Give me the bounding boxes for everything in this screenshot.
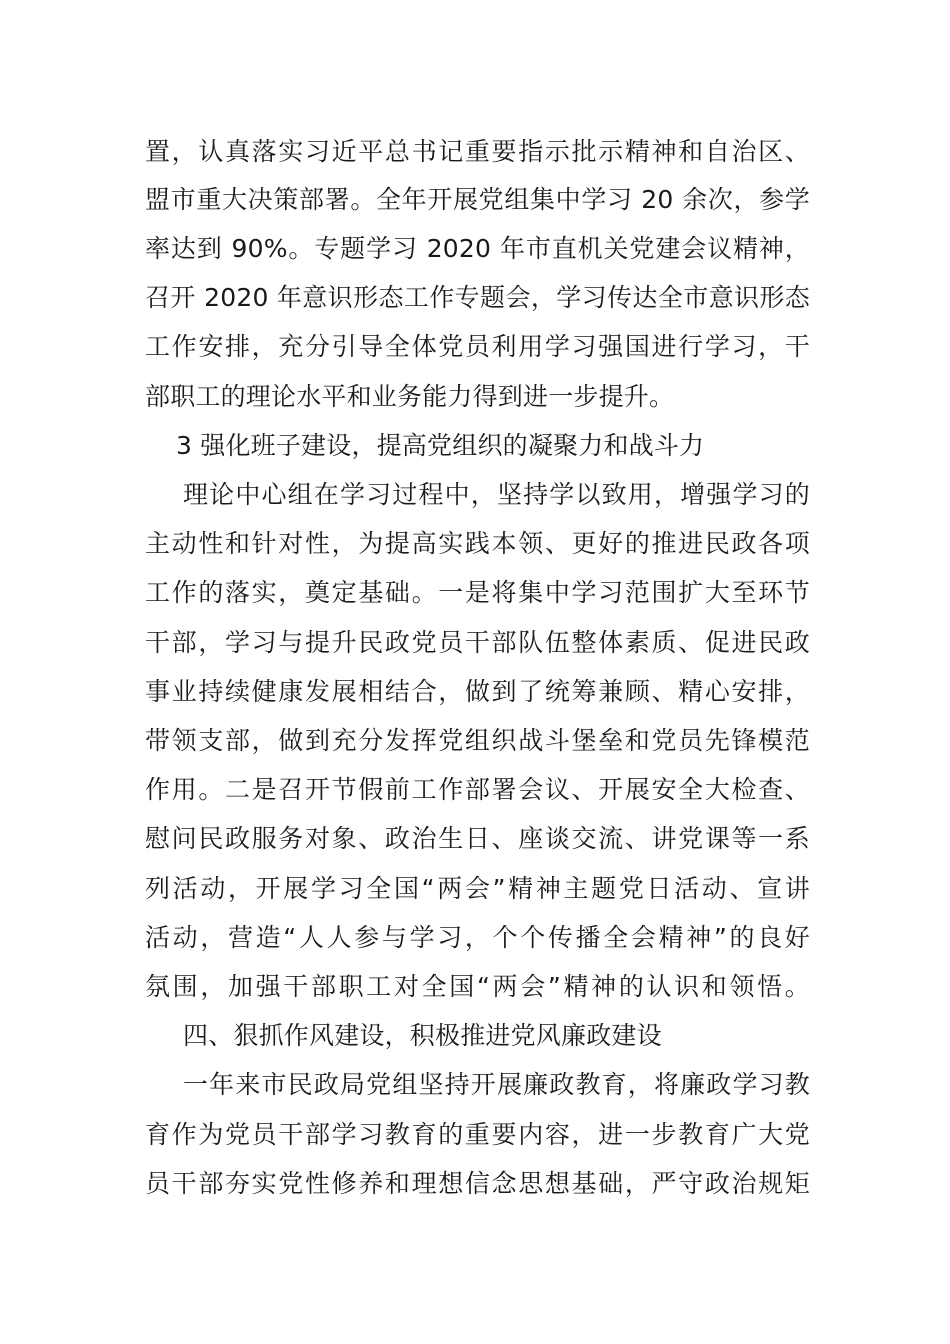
text-line: 置，认真落实习近平总书记重要指示批示精神和自治区、 <box>145 137 810 166</box>
text-line: 盟市重大决策部署。全年开展党组集中学习 20 余次，参学 <box>145 185 810 214</box>
text-line: 活动，营造“人人参与学习，个个传播全会精神”的良好 <box>145 923 810 952</box>
text-line: 事业持续健康发展相结合，做到了统筹兼顾、精心安排， <box>145 677 810 706</box>
paragraph-first-line: 理论中心组在学习过程中，坚持学以致用，增强学习的 <box>183 480 810 509</box>
section-heading: 3 强化班子建设，提高党组织的凝聚力和战斗力 <box>176 431 705 460</box>
text-line: 氛围，加强干部职工对全国“两会”精神的认识和领悟。 <box>145 972 810 1001</box>
text-line: 作用。二是召开节假前工作部署会议、开展安全大检查、 <box>145 775 810 804</box>
text-line: 召开 2020 年意识形态工作专题会，学习传达全市意识形态 <box>145 283 810 312</box>
section-heading: 四、狠抓作风建设，积极推进党风廉政建设 <box>183 1021 662 1050</box>
text-line: 育作为党员干部学习教育的重要内容，进一步教育广大党 <box>145 1120 810 1149</box>
text-line: 主动性和针对性，为提高实践本领、更好的推进民政各项 <box>145 529 810 558</box>
text-line: 工作安排，充分引导全体党员利用学习强国进行学习，干 <box>145 332 810 361</box>
text-line: 列活动，开展学习全国“两会”精神主题党日活动、宣讲 <box>145 874 810 903</box>
text-line: 带领支部，做到充分发挥党组织战斗堡垒和党员先锋模范 <box>145 726 810 755</box>
text-line: 部职工的理论水平和业务能力得到进一步提升。 <box>145 382 675 411</box>
paragraph-first-line: 一年来市民政局党组坚持开展廉政教育，将廉政学习教 <box>183 1070 810 1099</box>
text-line: 工作的落实，奠定基础。一是将集中学习范围扩大至环节 <box>145 578 810 607</box>
text-line: 干部，学习与提升民政党员干部队伍整体素质、促进民政 <box>145 628 810 657</box>
text-line: 率达到 90%。专题学习 2020 年市直机关党建会议精神， <box>145 234 810 263</box>
text-line: 员干部夯实党性修养和理想信念思想基础，严守政治规矩 <box>145 1169 810 1198</box>
text-line: 慰问民政服务对象、政治生日、座谈交流、讲党课等一系 <box>145 824 810 853</box>
